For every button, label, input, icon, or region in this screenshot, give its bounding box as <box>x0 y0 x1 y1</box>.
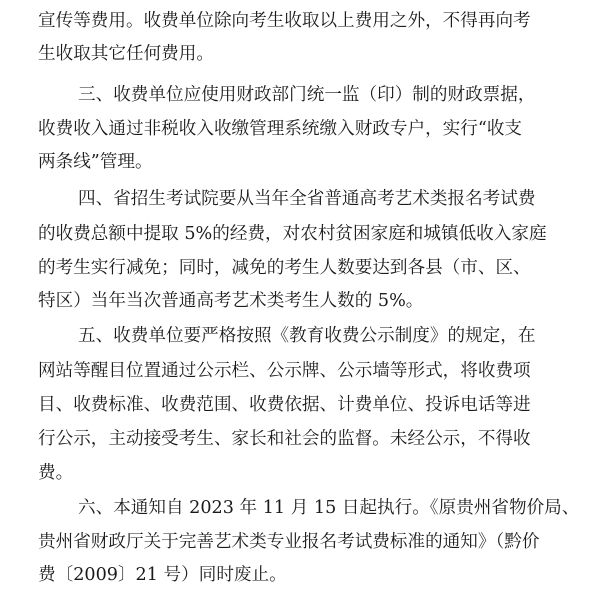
paragraph-line: 网站等醒目位置通过公示栏、公示牌、公示墙等形式，将收费项 <box>38 361 531 381</box>
paragraph-line: 特区）当年当次普通高考艺术类考生人数的 5%。 <box>38 291 424 311</box>
paragraph-line: 六、本通知自 2023 年 11 月 15 日起执行。《原贵州省物价局、 <box>78 498 580 518</box>
paragraph-line: 三、收费单位应使用财政部门统一监（印）制的财政票据， <box>78 85 536 105</box>
paragraph-line: 目、收费标准、收费范围、收费依据、计费单位、投诉电话等进 <box>38 395 531 415</box>
paragraph-line: 贵州省财政厅关于完善艺术类专业报名考试费标准的通知》（黔价 <box>38 532 540 552</box>
paragraph-line: 四、省招生考试院要从当年全省普通高考艺术类报名考试费 <box>78 189 536 209</box>
paragraph-line: 五、收费单位要严格按照《教育收费公示制度》的规定，在 <box>78 326 536 346</box>
paragraph-line: 行公示，主动接受考生、家长和社会的监督。未经公示，不得收 <box>38 429 531 449</box>
paragraph-line: 宣传等费用。收费单位除向考生收取以上费用之外，不得再向考 <box>38 11 531 31</box>
paragraph-line: 的收费总额中提取 5%的经费，对农村贫困家庭和城镇低收入家庭 <box>38 224 547 244</box>
paragraph-line: 费。 <box>38 463 74 483</box>
paragraph-line: 生收取其它任何费用。 <box>38 44 214 64</box>
paragraph-line: 费〔2009〕21 号）同时废止。 <box>38 565 287 585</box>
paragraph-line: 两条线”管理。 <box>38 152 153 172</box>
paragraph-line: 收费收入通过非税收入收缴管理系统缴入财政专户，实行“收支 <box>38 119 523 139</box>
paragraph-line: 的考生实行减免；同时，减免的考生人数要达到各县（市、区、 <box>38 258 531 278</box>
